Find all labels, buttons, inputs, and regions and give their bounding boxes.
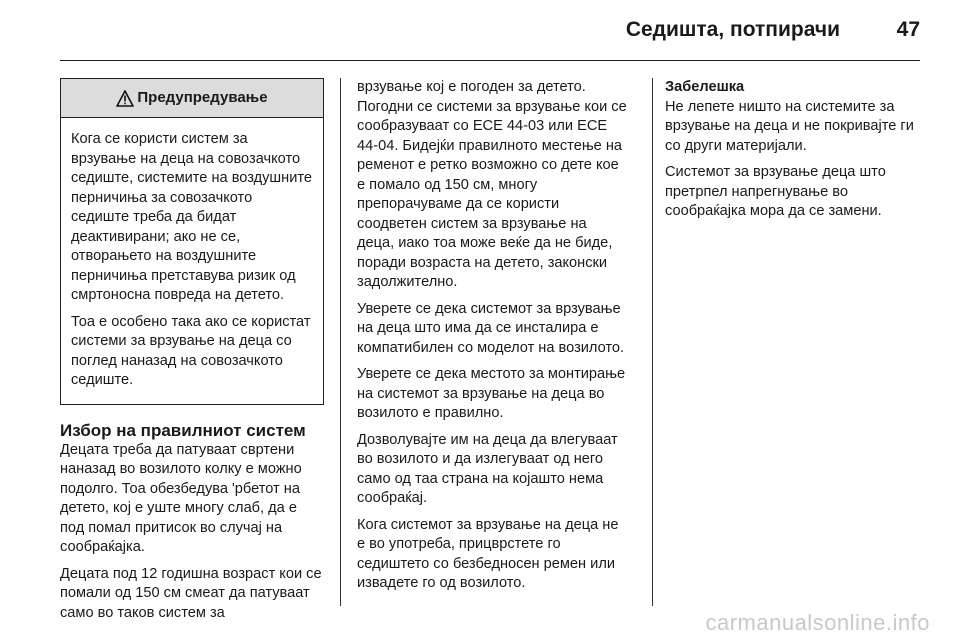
column-3 <box>665 78 927 229</box>
warning-header <box>61 79 323 118</box>
warning-paragraph: Кога се користи систем за врзување на деца на совозачкото седиште, системите на воздушните перничиња за совозачкото седиште треба да бидат деактивирани; ако не се, отворањето на воздушните перничиња претставува ризик од смртоносна повреда на детето. <box>71 131 312 303</box>
column-divider <box>652 78 653 606</box>
watermark: carmanualsonline.info <box>705 610 930 635</box>
body-paragraph: Кога системот за врзување на деца не е во употреба, прицврстете го седиштето со безбедносен ремен или извадете го од возилото. <box>357 516 619 591</box>
column-2 <box>357 78 627 601</box>
body-paragraph: Децата треба да патуваат свртени наназад во возилото колку е можно подолго. Тоа обезбедува 'рбетот на детето, кој е уште многу слаб, да е под помал притисок во случај на сообраќајка. <box>60 441 302 555</box>
page-header-title: Седишта, потпирачи <box>625 18 840 41</box>
body-paragraph: Дозволувајте им на деца да влегуваат во возилото и да излегуваат од него само од таа страна на којашто нема сообраќај. <box>357 431 618 506</box>
body-paragraph: Уверете се дека системот за врзување на деца што има да се инсталира е компатибилен со моделот на возилото. <box>357 300 625 356</box>
body-paragraph: врзување кој е погоден за детето. Погодни се системи за врзување кои се сообразуваат со ЕСЕ 44-03 или ЕСЕ 44-04. Бидејќи правилното местење на ременот е ретко возможно со дете кое е помало од 150 см, многу препорачуваме да се користи соодветен систем за врзување на деца, иако тоа може веќе да не биде, поради возраста на детето, законски задолжително. <box>357 79 627 290</box>
note-paragraph: Системот за врзување деца што претрпел напрегнување во сообраќајка мора да се замени. <box>665 164 886 219</box>
section-heading: Избор на правилниот систем <box>60 420 306 440</box>
header-rule <box>60 60 920 61</box>
warning-box <box>60 78 324 405</box>
warning-triangle-icon <box>116 90 134 107</box>
warning-title: Предупредување <box>137 89 268 107</box>
page-number: 47 <box>896 18 920 41</box>
warning-body <box>61 118 323 404</box>
body-paragraph: Децата под 12 годишна возраст кои се помали од 150 см смеат да патуваат само во таков систем за <box>60 565 322 621</box>
body-paragraph: Уверете се дека местото за монтирање на системот за врзување на деца во возилото е правилно. <box>357 366 626 421</box>
note-paragraph: Не лепете ништо на системите за врзување на деца и не покривајте ги со други материјали. <box>665 98 914 154</box>
column-divider <box>340 78 341 606</box>
column-1 <box>60 78 324 630</box>
note-heading: Забелешка <box>665 79 745 95</box>
warning-paragraph: Тоа е особено така ако се користат системи за врзување на деца со поглед наназад на совозачкото седиште. <box>71 313 311 388</box>
